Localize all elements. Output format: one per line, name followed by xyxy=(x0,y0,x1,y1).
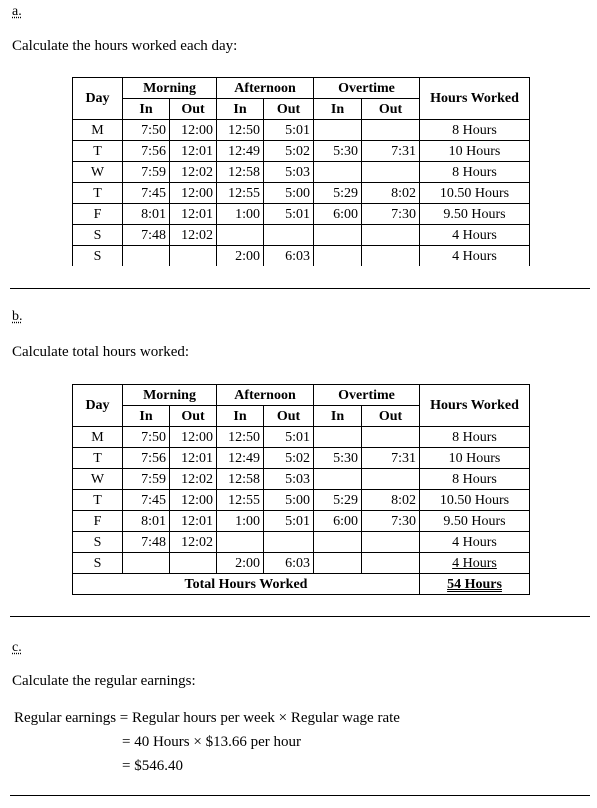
header-morning: Morning xyxy=(123,78,217,99)
earnings-result: = $546.40 xyxy=(122,758,183,774)
header-in: In xyxy=(314,406,362,427)
header-out: Out xyxy=(170,406,217,427)
earnings-substitution: = 40 Hours × $13.66 per hour xyxy=(122,734,301,750)
overtime-in-cell xyxy=(314,246,362,267)
overtime-in-cell: 5:29 xyxy=(314,490,362,511)
afternoon-in-cell: 12:55 xyxy=(217,490,264,511)
overtime-out-cell: 7:31 xyxy=(362,141,420,162)
overtime-out-cell: 7:31 xyxy=(362,448,420,469)
hours-worked-cell: 4 Hours xyxy=(420,532,530,553)
table-row xyxy=(73,448,530,469)
morning-out-cell: 12:01 xyxy=(170,204,217,225)
divider xyxy=(10,288,590,289)
part-a-prompt: Calculate the hours worked each day: xyxy=(12,38,238,54)
header-afternoon: Afternoon xyxy=(217,385,314,406)
header-in: In xyxy=(314,99,362,120)
afternoon-out-cell: 5:03 xyxy=(264,469,314,490)
day-cell: T xyxy=(73,183,123,204)
day-cell: T xyxy=(73,448,123,469)
hours-worked-cell: 8 Hours xyxy=(420,120,530,141)
morning-out-cell: 12:01 xyxy=(170,511,217,532)
day-cell: T xyxy=(73,141,123,162)
overtime-in-cell: 6:00 xyxy=(314,511,362,532)
afternoon-out-cell: 5:02 xyxy=(264,448,314,469)
morning-in-cell: 7:56 xyxy=(123,141,170,162)
morning-in-cell: 7:59 xyxy=(123,162,170,183)
overtime-out-cell xyxy=(362,225,420,246)
hours-worked-cell: 8 Hours xyxy=(420,162,530,183)
overtime-in-cell: 5:29 xyxy=(314,183,362,204)
day-cell: F xyxy=(73,511,123,532)
day-cell: S xyxy=(73,553,123,574)
afternoon-in-cell: 1:00 xyxy=(217,204,264,225)
afternoon-in-cell: 12:50 xyxy=(217,120,264,141)
overtime-in-cell xyxy=(314,162,362,183)
overtime-out-cell xyxy=(362,427,420,448)
morning-in-cell xyxy=(123,246,170,267)
overtime-in-cell xyxy=(314,225,362,246)
morning-out-cell: 12:00 xyxy=(170,183,217,204)
morning-out-cell: 12:02 xyxy=(170,225,217,246)
header-hours-worked: Hours Worked xyxy=(420,78,530,120)
morning-in-cell: 7:48 xyxy=(123,532,170,553)
header-in: In xyxy=(217,99,264,120)
overtime-out-cell: 8:02 xyxy=(362,490,420,511)
hours-worked-cell: 4 Hours xyxy=(420,225,530,246)
header-in: In xyxy=(217,406,264,427)
afternoon-in-cell xyxy=(217,225,264,246)
header-afternoon: Afternoon xyxy=(217,78,314,99)
header-out: Out xyxy=(264,99,314,120)
afternoon-out-cell: 6:03 xyxy=(264,553,314,574)
header-morning: Morning xyxy=(123,385,217,406)
morning-in-cell: 8:01 xyxy=(123,511,170,532)
overtime-out-cell: 7:30 xyxy=(362,511,420,532)
overtime-out-cell xyxy=(362,532,420,553)
total-label: Total Hours Worked xyxy=(73,574,420,595)
header-out: Out xyxy=(362,99,420,120)
hours-worked-cell: 9.50 Hours xyxy=(420,511,530,532)
hours-worked-cell: 10.50 Hours xyxy=(420,490,530,511)
day-cell: T xyxy=(73,490,123,511)
afternoon-out-cell: 5:02 xyxy=(264,141,314,162)
part-c-label: c. xyxy=(12,640,22,655)
total-value: 54 Hours xyxy=(447,576,502,592)
hours-worked-cell: 10 Hours xyxy=(420,141,530,162)
morning-in-cell: 7:45 xyxy=(123,490,170,511)
afternoon-out-cell: 5:01 xyxy=(264,427,314,448)
table-row xyxy=(73,141,530,162)
morning-out-cell: 12:02 xyxy=(170,532,217,553)
part-a-label: a. xyxy=(12,4,22,19)
overtime-out-cell xyxy=(362,162,420,183)
header-out: Out xyxy=(362,406,420,427)
overtime-out-cell xyxy=(362,553,420,574)
overtime-out-cell xyxy=(362,120,420,141)
overtime-in-cell: 5:30 xyxy=(314,448,362,469)
part-c-prompt: Calculate the regular earnings: xyxy=(12,673,196,689)
table-row xyxy=(73,490,530,511)
afternoon-in-cell: 2:00 xyxy=(217,246,264,267)
morning-in-cell: 7:50 xyxy=(123,120,170,141)
divider xyxy=(10,795,590,796)
table-row xyxy=(73,120,530,141)
overtime-in-cell xyxy=(314,469,362,490)
timesheet-table xyxy=(72,77,530,266)
hours-worked-cell: 9.50 Hours xyxy=(420,204,530,225)
table-row xyxy=(73,469,530,490)
morning-out-cell: 12:01 xyxy=(170,141,217,162)
afternoon-in-cell: 12:49 xyxy=(217,448,264,469)
day-cell: S xyxy=(73,246,123,267)
afternoon-out-cell: 5:01 xyxy=(264,120,314,141)
morning-in-cell: 7:50 xyxy=(123,427,170,448)
part-b-prompt: Calculate total hours worked: xyxy=(12,344,190,360)
table-row xyxy=(73,204,530,225)
header-in: In xyxy=(123,99,170,120)
table-row xyxy=(73,532,530,553)
afternoon-in-cell: 12:58 xyxy=(217,469,264,490)
overtime-in-cell xyxy=(314,427,362,448)
morning-in-cell: 7:59 xyxy=(123,469,170,490)
day-cell: F xyxy=(73,204,123,225)
table-row xyxy=(73,511,530,532)
table-row xyxy=(73,246,530,267)
hours-worked-cell: 8 Hours xyxy=(420,469,530,490)
morning-in-cell xyxy=(123,553,170,574)
day-cell: W xyxy=(73,162,123,183)
afternoon-out-cell: 5:01 xyxy=(264,204,314,225)
header-day: Day xyxy=(73,78,123,120)
morning-out-cell xyxy=(170,553,217,574)
afternoon-in-cell xyxy=(217,532,264,553)
hours-worked-cell: 10.50 Hours xyxy=(420,183,530,204)
morning-out-cell: 12:00 xyxy=(170,120,217,141)
table-row xyxy=(73,427,530,448)
hours-worked-cell: 4 Hours xyxy=(420,246,530,267)
part-b-label: b. xyxy=(12,309,23,324)
morning-in-cell: 8:01 xyxy=(123,204,170,225)
overtime-in-cell xyxy=(314,532,362,553)
hours-worked-value: 4 Hours xyxy=(452,555,497,571)
header-overtime: Overtime xyxy=(314,385,420,406)
total-row xyxy=(73,574,530,595)
morning-out-cell: 12:00 xyxy=(170,490,217,511)
day-cell: M xyxy=(73,120,123,141)
morning-out-cell: 12:02 xyxy=(170,162,217,183)
overtime-in-cell: 5:30 xyxy=(314,141,362,162)
afternoon-in-cell: 12:49 xyxy=(217,141,264,162)
table-row xyxy=(73,162,530,183)
afternoon-in-cell: 12:55 xyxy=(217,183,264,204)
day-cell: S xyxy=(73,532,123,553)
morning-in-cell: 7:48 xyxy=(123,225,170,246)
overtime-in-cell: 6:00 xyxy=(314,204,362,225)
day-cell: W xyxy=(73,469,123,490)
timesheet-table-total xyxy=(72,384,530,595)
overtime-in-cell xyxy=(314,553,362,574)
afternoon-in-cell: 12:50 xyxy=(217,427,264,448)
afternoon-out-cell: 5:00 xyxy=(264,490,314,511)
afternoon-out-cell: 5:00 xyxy=(264,183,314,204)
overtime-out-cell xyxy=(362,469,420,490)
header-hours-worked: Hours Worked xyxy=(420,385,530,427)
hours-worked-cell: 10 Hours xyxy=(420,448,530,469)
header-overtime: Overtime xyxy=(314,78,420,99)
afternoon-in-cell: 12:58 xyxy=(217,162,264,183)
afternoon-out-cell xyxy=(264,225,314,246)
morning-out-cell xyxy=(170,246,217,267)
morning-out-cell: 12:02 xyxy=(170,469,217,490)
day-cell: M xyxy=(73,427,123,448)
morning-in-cell: 7:45 xyxy=(123,183,170,204)
header-in: In xyxy=(123,406,170,427)
header-day: Day xyxy=(73,385,123,427)
overtime-in-cell xyxy=(314,120,362,141)
overtime-out-cell: 7:30 xyxy=(362,204,420,225)
morning-out-cell: 12:00 xyxy=(170,427,217,448)
afternoon-out-cell: 5:03 xyxy=(264,162,314,183)
afternoon-in-cell: 2:00 xyxy=(217,553,264,574)
morning-out-cell: 12:01 xyxy=(170,448,217,469)
table-row xyxy=(73,553,530,574)
hours-worked-cell xyxy=(420,553,530,574)
table-row xyxy=(73,183,530,204)
afternoon-out-cell xyxy=(264,532,314,553)
hours-worked-cell: 8 Hours xyxy=(420,427,530,448)
earnings-formula: Regular earnings = Regular hours per week × Regular wage rate xyxy=(14,710,400,726)
header-out: Out xyxy=(264,406,314,427)
table-row xyxy=(73,225,530,246)
afternoon-in-cell: 1:00 xyxy=(217,511,264,532)
morning-in-cell: 7:56 xyxy=(123,448,170,469)
day-cell: S xyxy=(73,225,123,246)
header-out: Out xyxy=(170,99,217,120)
afternoon-out-cell: 5:01 xyxy=(264,511,314,532)
overtime-out-cell xyxy=(362,246,420,267)
overtime-out-cell: 8:02 xyxy=(362,183,420,204)
divider xyxy=(10,616,590,617)
afternoon-out-cell: 6:03 xyxy=(264,246,314,267)
